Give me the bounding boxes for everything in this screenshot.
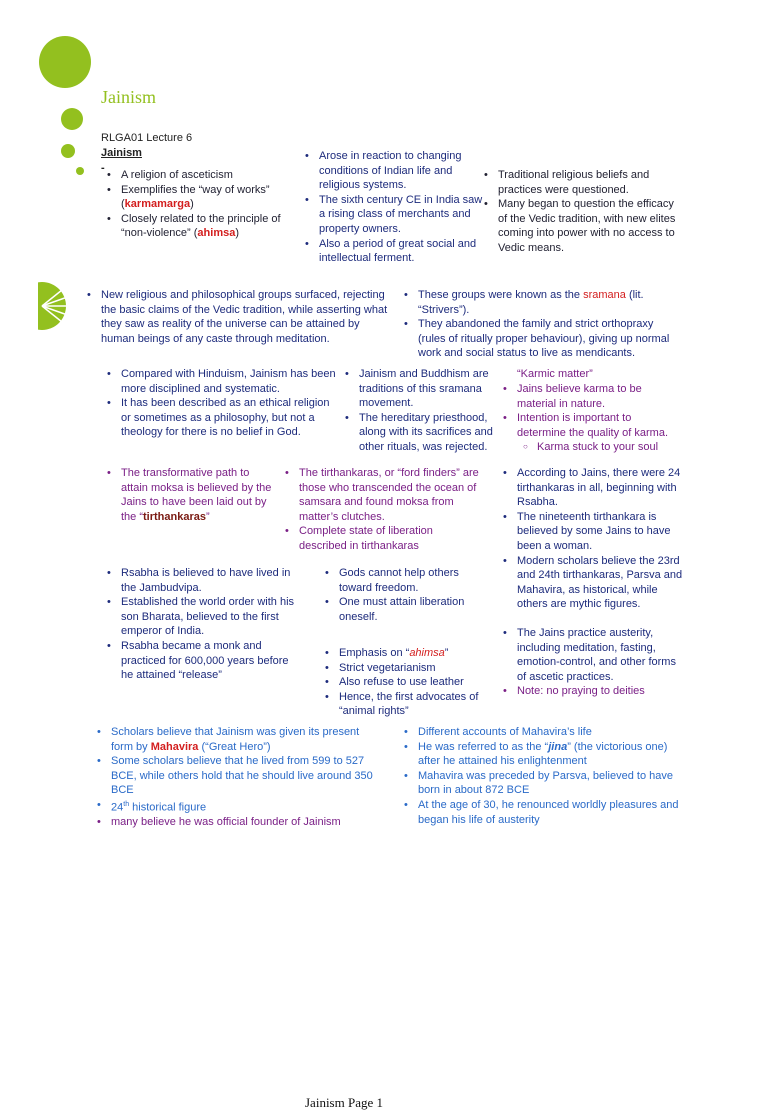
- list-item: • Modern scholars believe the 23rd and 24th tirthankaras, Parsva and Mahavira, as historical, while others are mythic figures.: [499, 554, 689, 612]
- list-item: • Gods cannot help others toward freedom.: [321, 566, 481, 595]
- list-item: • The Jains practice austerity, including meditation, fasting, emotion-control, and other forms of ascetic practices.: [499, 626, 679, 684]
- list-item: • Also a period of great social and intellectual ferment.: [301, 237, 483, 266]
- block2-left: [83, 288, 393, 346]
- block4-col2: [281, 466, 481, 554]
- block4-col1: [103, 466, 275, 524]
- list-item: • Strict vegetarianism: [321, 661, 491, 676]
- deco-circle-small: [61, 144, 75, 158]
- lecture-label: RLGA01 Lecture 6: [101, 132, 193, 144]
- list-sub-item: ○ Karma stuck to your soul: [499, 440, 679, 455]
- block5-col2: [321, 566, 481, 624]
- decorative-circles: [0, 0, 100, 175]
- block3-col1: [103, 367, 338, 440]
- list-item: • Exemplifies the “way of works” (karmamarga): [103, 183, 283, 212]
- section-heading: Jainism: [101, 147, 142, 159]
- list-item: • Rsabha became a monk and practiced for 600,000 years before he attained “release”: [103, 639, 295, 683]
- term-tirthankaras: tirthankaras: [143, 510, 206, 523]
- list-item: • many believe he was official founder of Jainism: [93, 815, 383, 830]
- list-item: • Closely related to the principle of “non-violence” (ahimsa): [103, 212, 283, 241]
- block1-col2: [301, 149, 483, 266]
- list-item: • Arose in reaction to changing conditions of Indian life and religious systems.: [301, 149, 483, 193]
- list-item: • The hereditary priesthood, along with its sacrifices and other rituals, was rejected.: [341, 411, 499, 455]
- term-mahavira: Mahavira: [150, 740, 199, 753]
- list-item: • One must attain liberation oneself.: [321, 595, 481, 624]
- block3-col3: [499, 382, 679, 455]
- list-item: • Note: no praying to deities: [499, 684, 679, 699]
- deco-circle-medium: [61, 108, 83, 130]
- list-item: • It has been described as an ethical religion or sometimes as a philosophy, but not a theology for there is no belief in God.: [103, 396, 338, 440]
- list-item: • According to Jains, there were 24 tirthankaras in all, beginning with Rsabha.: [499, 466, 689, 510]
- list-item: • Emphasis on “ahimsa”: [321, 646, 491, 661]
- block1-col1: [103, 168, 283, 241]
- list-item: • Scholars believe that Jainism was given its present form by Mahavira (“Great Hero”): [93, 725, 383, 754]
- list-item: • Jainism and Buddhism are traditions of this sramana movement.: [341, 367, 499, 411]
- list-item: • Established the world order with his son Bharata, believed to the first emperor of India.: [103, 595, 295, 639]
- list-item: • At the age of 30, he renounced worldly pleasures and began his life of austerity: [400, 798, 685, 827]
- block6-right: [400, 725, 685, 827]
- list-item: • Rsabha is believed to have lived in the Jambudvipa.: [103, 566, 295, 595]
- list-item: • Mahavira was preceded by Parsva, believed to have born in about 872 BCE: [400, 769, 685, 798]
- deco-circle-large: [39, 36, 91, 88]
- list-item: • Intention is important to determine the quality of karma.: [499, 411, 679, 440]
- page-title: Jainism: [101, 87, 157, 107]
- karmic-matter-heading: “Karmic matter”: [517, 368, 593, 380]
- list-item: • The tirthankaras, or “ford finders” are those who transcended the ocean of samsara and found moksa from matter’s clutches.: [281, 466, 481, 524]
- block5-col1: [103, 566, 295, 683]
- block4-col3: [499, 466, 689, 612]
- list-item: • Hence, the first advocates of “animal rights”: [321, 690, 491, 719]
- list-item: • The sixth century CE in India saw a rising class of merchants and property owners.: [301, 193, 483, 237]
- sun-icon: [38, 277, 78, 337]
- list-item: • Jains believe karma to be material in nature.: [499, 382, 679, 411]
- dash-mark: -: [101, 162, 105, 174]
- deco-circle-tiny: [76, 167, 84, 175]
- list-item: • Traditional religious beliefs and practices were questioned.: [480, 168, 680, 197]
- list-item: • 24th historical figure: [93, 798, 383, 815]
- list-item: • Compared with Hinduism, Jainism has been more disciplined and systematic.: [103, 367, 338, 396]
- list-item: • A religion of asceticism: [103, 168, 283, 183]
- list-item: • The transformative path to attain moksa is believed by the Jains to have been laid out by the “tirthankaras”: [103, 466, 275, 524]
- term-karmamarga: karmamarga: [124, 198, 191, 211]
- term-ahimsa: ahimsa: [197, 227, 236, 240]
- block6-left: [93, 725, 383, 830]
- list-item: • Some scholars believe that he lived from 599 to 527 BCE, while others hold that he should live around 350 BCE: [93, 754, 383, 798]
- block2-right: [400, 288, 680, 361]
- list-item: • Complete state of liberation described in tirthankaras: [281, 524, 481, 553]
- list-item: • They abandoned the family and strict orthopraxy (rules of ritually proper behaviour), giving up normal work and social status to live as mendicants.: [400, 317, 680, 361]
- list-item: • The nineteenth tirthankara is believed by some Jains to have been a woman.: [499, 510, 689, 554]
- list-item: • These groups were known as the sramana (lit. “Strivers”).: [400, 288, 680, 317]
- term-ahimsa-emphasis: ahimsa: [409, 647, 445, 659]
- block3-col2: [341, 367, 499, 455]
- list-item: • He was referred to as the “jina” (the victorious one) after he attained his enlightenment: [400, 740, 685, 769]
- term-sramana: sramana: [583, 289, 626, 301]
- list-item: • New religious and philosophical groups surfaced, rejecting the basic claims of the Vedic tradition, while asserting what they saw as reality of the universe can be attained by human beings of any caste through meditation.: [83, 288, 393, 346]
- page-footer: Jainism Page 1: [305, 1095, 383, 1110]
- term-jina: jina: [548, 740, 568, 753]
- list-item: • Also refuse to use leather: [321, 675, 491, 690]
- list-item: • Many began to question the efficacy of the Vedic tradition, with new elites coming into power with no access to Vedic means.: [480, 197, 680, 255]
- block5-col2b: [321, 646, 491, 719]
- list-item: • Different accounts of Mahavira’s life: [400, 725, 685, 740]
- block1-col3: [480, 168, 680, 256]
- block5-col3: [499, 626, 679, 699]
